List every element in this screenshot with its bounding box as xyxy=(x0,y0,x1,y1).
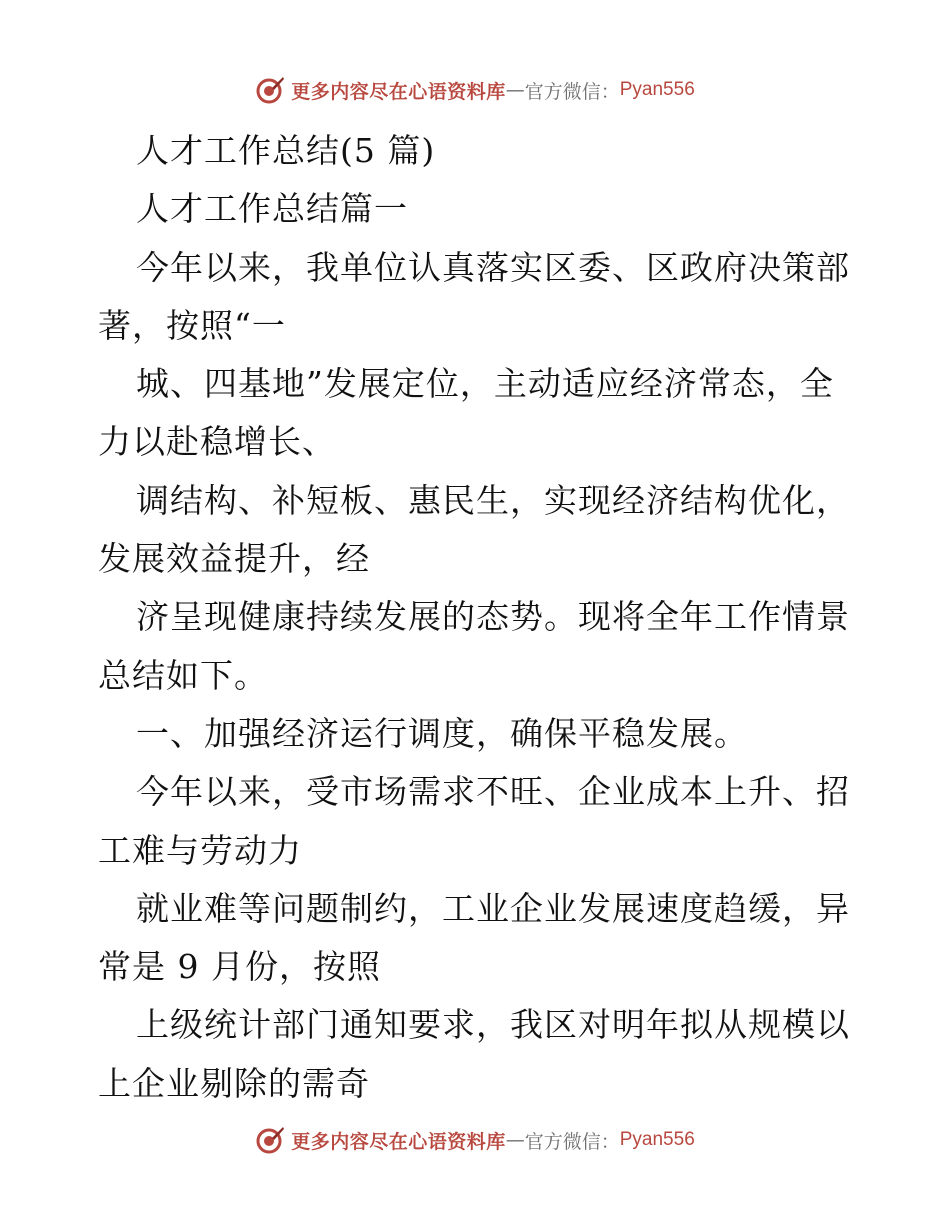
text-line: 上级统计部门通知要求，我区对明年拟从规模以 xyxy=(136,1005,850,1045)
text-line: 调结构、补短板、惠民生，实现经济结构优化， xyxy=(136,480,850,520)
text-line: 今年以来，我单位认真落实区委、区政府决策部 xyxy=(136,247,850,287)
header-banner xyxy=(0,70,950,110)
footer-banner xyxy=(0,1120,950,1160)
text-line: 总结如下。 xyxy=(98,655,268,695)
banner-wechat-id: Pyan556 xyxy=(619,79,695,100)
text-line: 一、加强经济运行调度，确保平稳发展。 xyxy=(136,713,748,753)
banner-wechat-id: Pyan556 xyxy=(619,1129,695,1150)
text-line: 城、四基地”发展定位，主动适应经济常态，全 xyxy=(136,364,834,404)
banner-dash: — xyxy=(505,79,525,101)
banner-wechat-label: 官方微信： xyxy=(524,80,620,103)
text-line: 著，按照“一 xyxy=(98,305,286,345)
banner-site-name: 更多内容尽在心语资料库 xyxy=(291,80,506,103)
text-line: 力以赴稳增长、 xyxy=(98,422,336,462)
banner-site-name: 更多内容尽在心语资料库 xyxy=(291,1130,506,1153)
banner-wechat-label: 官方微信： xyxy=(524,1130,620,1153)
text-line: 工难与劳动力 xyxy=(98,830,302,870)
brush-logo-icon xyxy=(255,75,285,105)
banner-dash: — xyxy=(505,1129,525,1151)
text-line: 上企业剔除的需奇 xyxy=(98,1063,370,1103)
text-line: 就业难等问题制约，工业企业发展速度趋缓，异 xyxy=(136,888,850,928)
document-body xyxy=(98,122,858,1113)
brush-logo-icon xyxy=(255,1125,285,1155)
text-line: 发展效益提升，经 xyxy=(98,539,370,579)
text-line: 今年以来，受市场需求不旺、企业成本上升、招 xyxy=(136,772,850,812)
text-line: 常是 9 月份，按照 xyxy=(98,947,381,987)
text-line: 济呈现健康持续发展的态势。现将全年工作情景 xyxy=(136,597,850,637)
text-line: 人才工作总结(5 篇) xyxy=(136,131,436,170)
text-line: 人才工作总结篇一 xyxy=(136,189,408,229)
